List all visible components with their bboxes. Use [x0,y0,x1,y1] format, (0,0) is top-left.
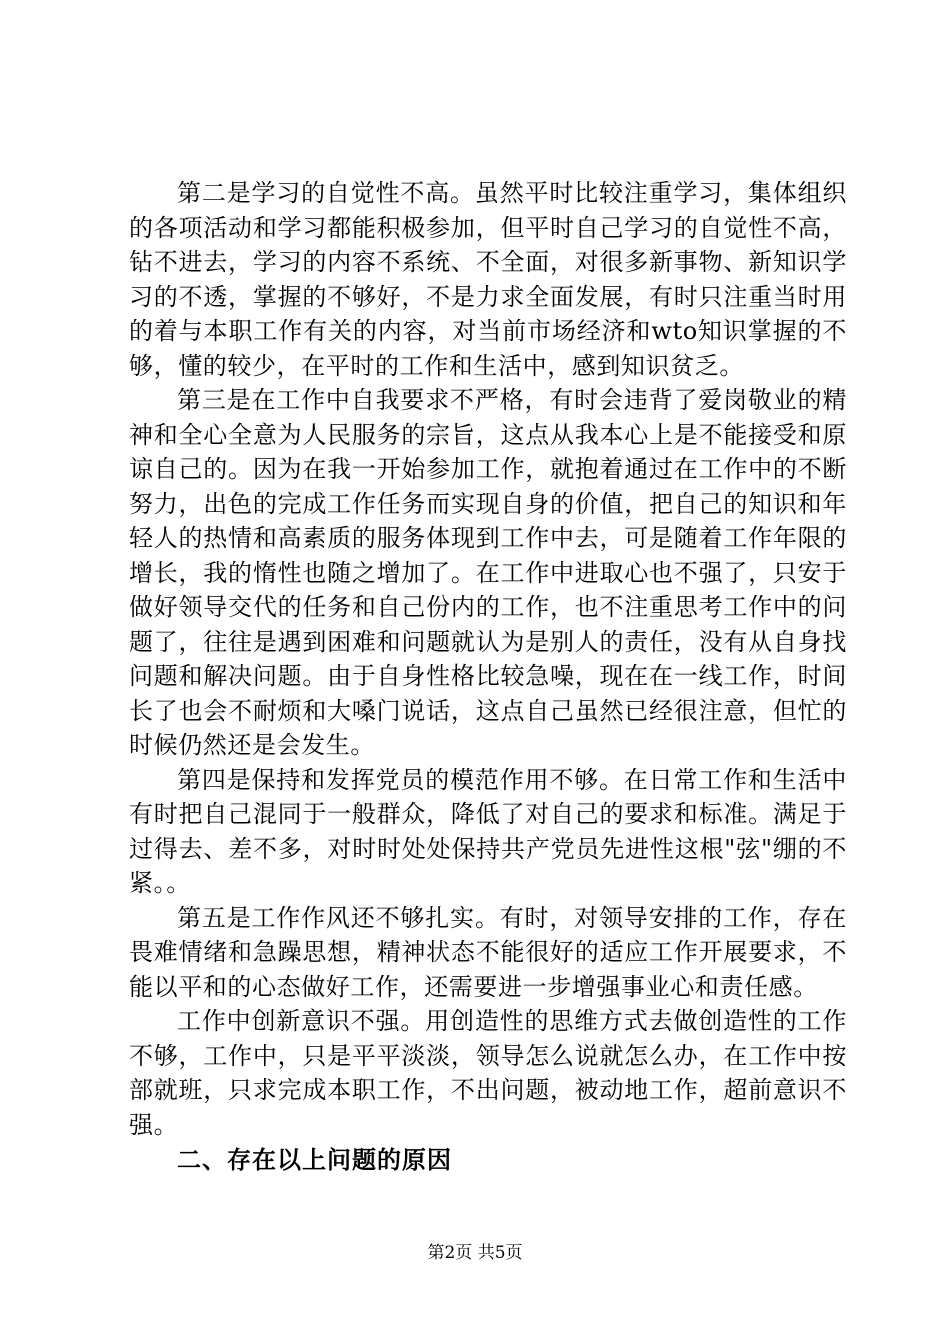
paragraph-self-requirement: 第三是在工作中自我要求不严格，有时会违背了爱岗敬业的精神和全心全意为人民服务的宗旨，这点从我本心上是不能接受和原谅自己的。因为在我一开始参加工作，就抱着通过在工作中的不断努力，出色的完成工作任务而实现自身的价值，把自己的知识和年轻人的热情和高素质的服务体现到工作中去，可是随着工作年限的增长，我的惰性也随之增加了。在工作中进取心也不强了，只安于做好领导交代的任务和自己份内的工作，也不注重思考工作中的问题了，往往是遇到困难和问题就认为是别人的责任，没有从自身找问题和解决问题。由于自身性格比较急噪，现在在一线工作，时间长了也会不耐烦和大嗓门说话，这点自己虽然已经很注意，但忙的时候仍然还是会发生。 [129,386,847,759]
section-heading: 二、存在以上问题的原因 [177,1146,452,1174]
document-body [129,176,847,1178]
page-footer: 第2页 共5页 [427,1243,523,1263]
paragraph-work-style: 第五是工作作风还不够扎实。有时，对领导安排的工作，存在畏难情绪和急躁思想，精神状态不能很好的适应工作开展要求，不能以平和的心态做好工作，还需要进一步增强事业心和责任感。 [129,903,847,1001]
paragraph-party-role: 第四是保持和发挥党员的模范作用不够。在日常工作和生活中有时把自己混同于一般群众，降低了对自己的要求和标准。满足于过得去、差不多，对时时处处保持共产党员先进性这根"弦"绷的不紧。。 [129,765,847,897]
paragraph-innovation: 工作中创新意识不强。用创造性的思维方式去做创造性的工作不够，工作中，只是平平淡淡，领导怎么说就怎么办，在工作中按部就班，只求完成本职工作，不出问题，被动地工作，超前意识不强。 [129,1007,847,1139]
paragraph-study-awareness: 第二是学习的自觉性不高。虽然平时比较注重学习，集体组织的各项活动和学习都能积极参加，但平时自己学习的自觉性不高，钻不进去，学习的内容不系统、不全面，对很多新事物、新知识学习的不透，掌握的不够好，不是力求全面发展，有时只注重当时用的着与本职工作有关的内容，对当前市场经济和wto知识掌握的不够，懂的较少，在平时的工作和生活中，感到知识贫乏。 [129,179,847,380]
